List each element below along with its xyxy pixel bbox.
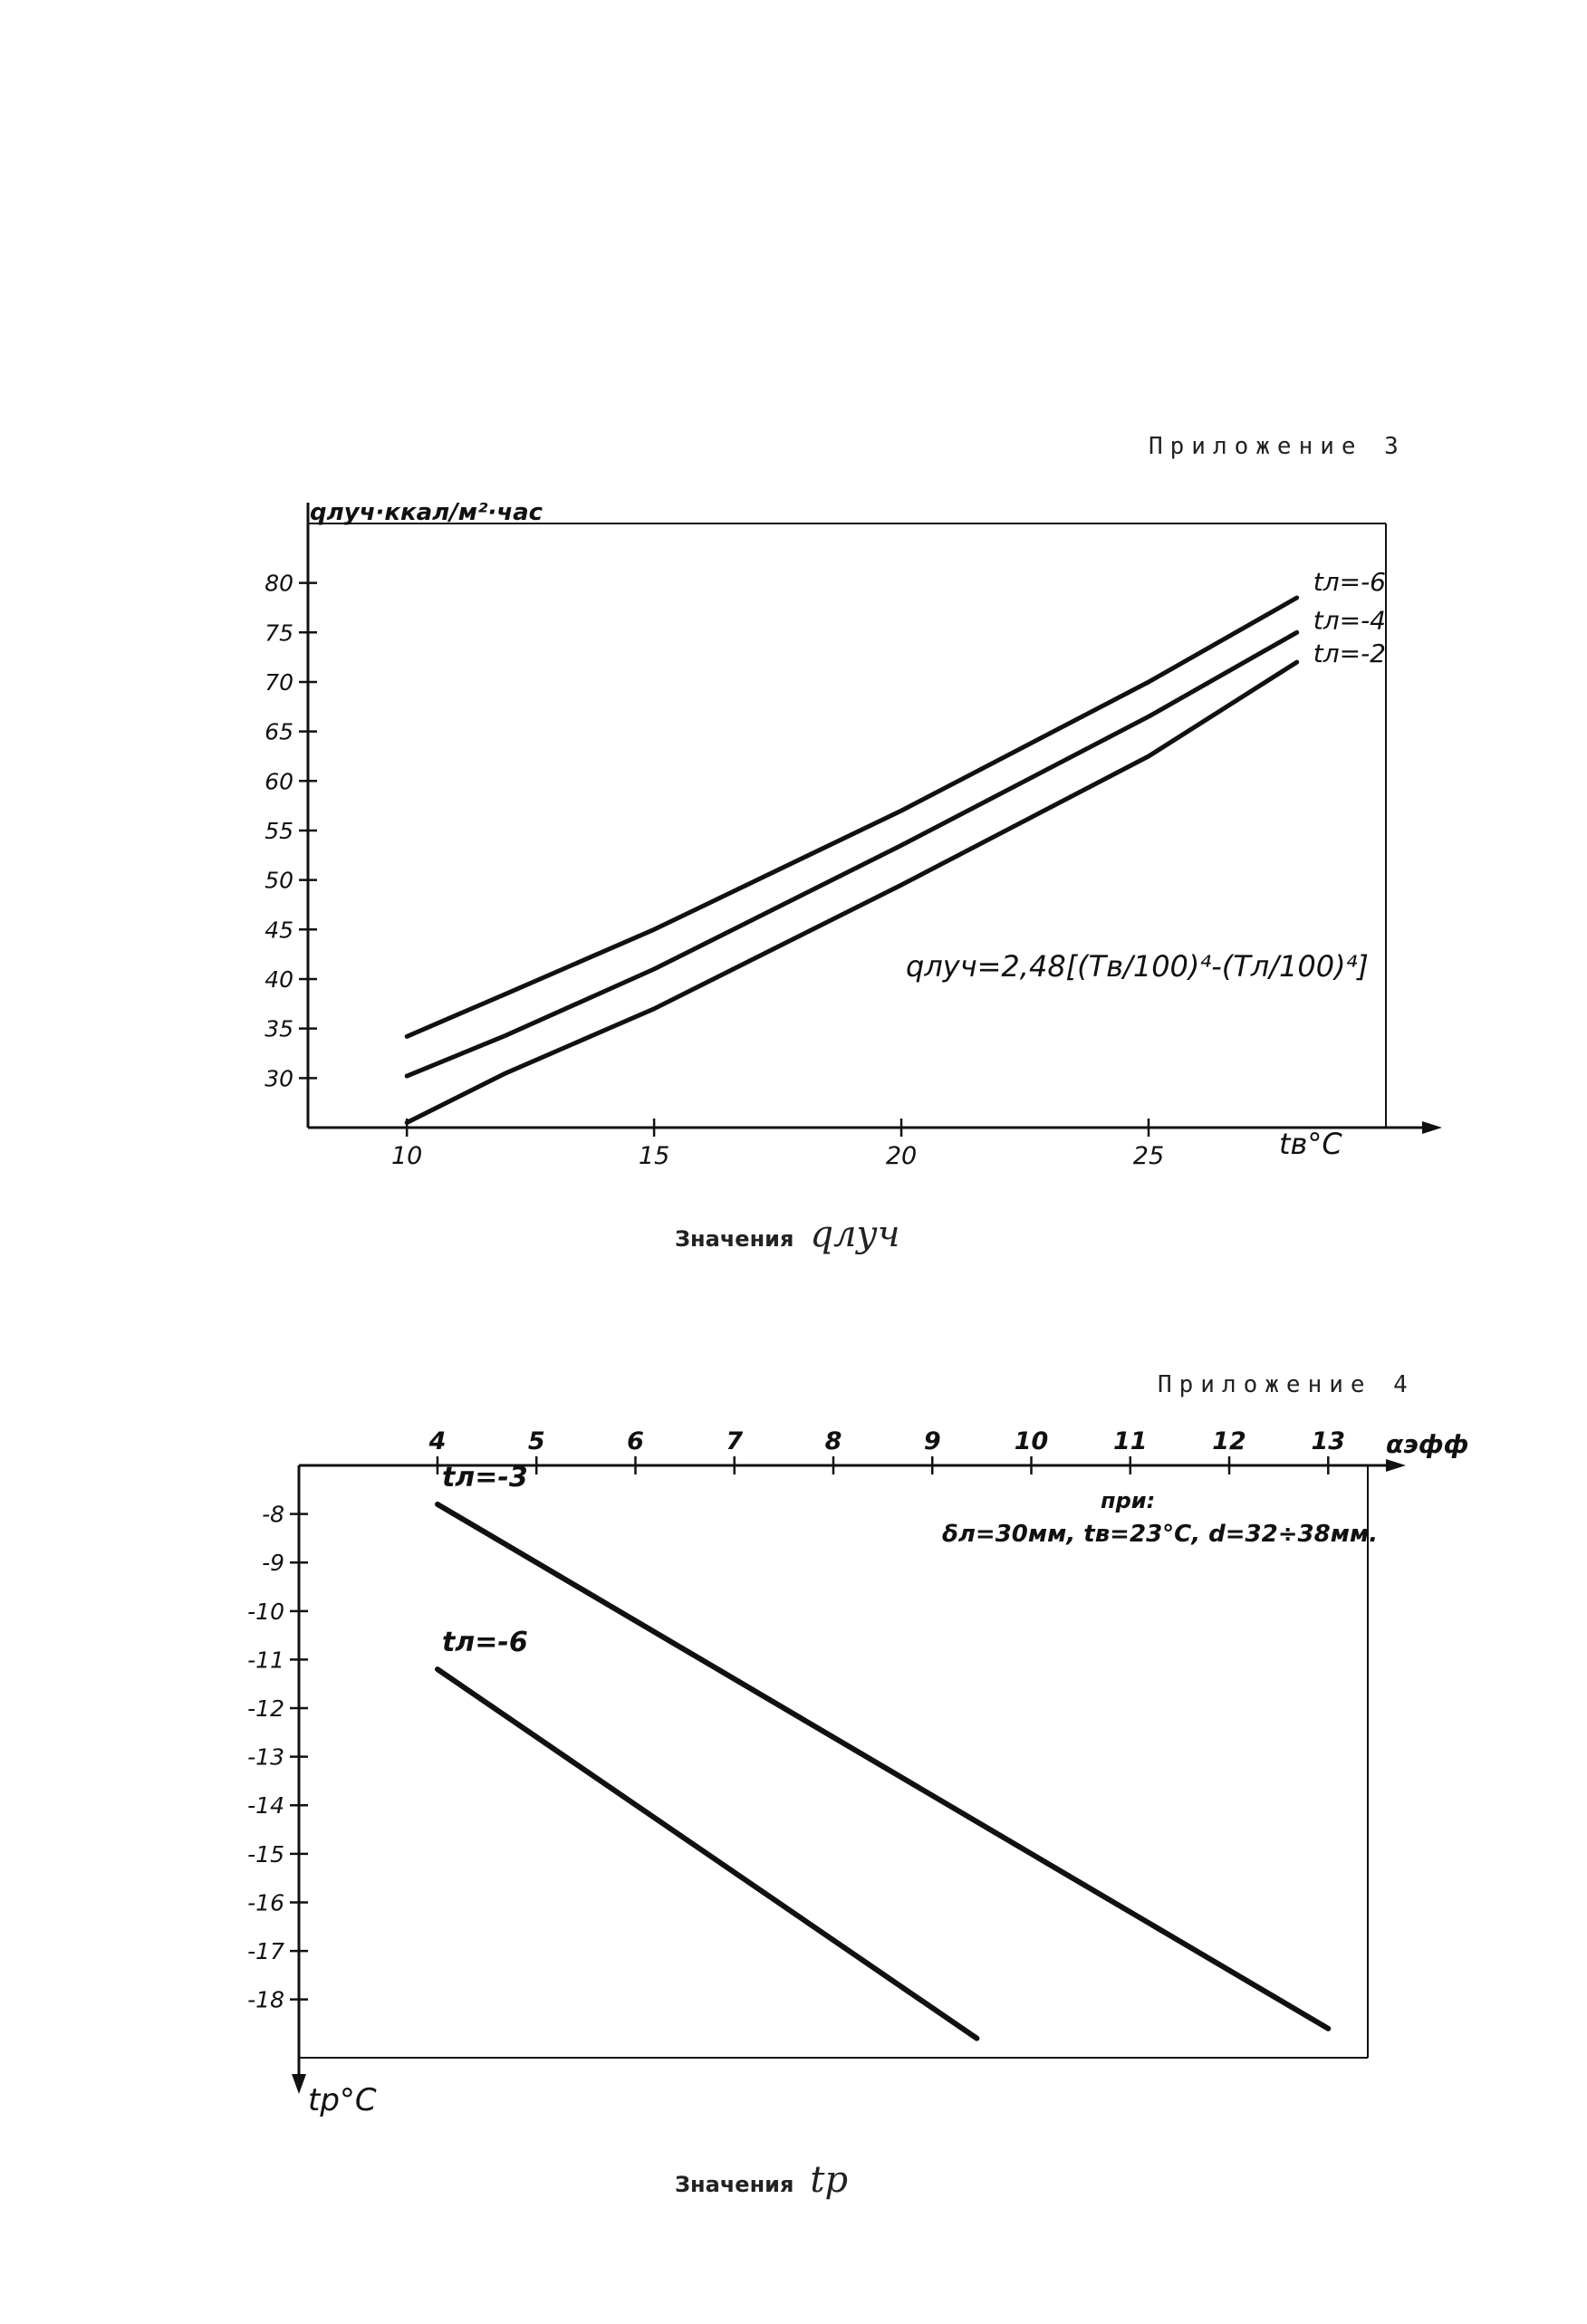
x-tick-label: 5 [527, 1427, 545, 1455]
formula: qлуч=2,48[(Tв/100)⁴-(Tл/100)⁴] [906, 949, 1369, 984]
y-tick-label: 30 [264, 1065, 293, 1092]
y-tick-label: -17 [247, 1938, 284, 1965]
y-tick-label: 45 [264, 917, 293, 944]
y-tick-label: -9 [262, 1550, 284, 1577]
y-tick-label: 65 [264, 718, 293, 745]
appendix-4-label: Приложение 4 [1158, 1371, 1415, 1398]
caption-word: Значения [675, 1226, 794, 1252]
caption-word: Значения [675, 2172, 794, 2197]
x-tick-label: 4 [428, 1427, 447, 1455]
y-axis-label: qлуч·ккал/м²·час [310, 499, 543, 526]
y-tick-label: -16 [247, 1889, 284, 1916]
series-label: tл=-6 [441, 1627, 528, 1659]
note-line-2: δл=30мм, tв=23°C, d=32÷38мм. [942, 1521, 1379, 1548]
y-tick-label: 55 [264, 817, 293, 844]
y-tick-label: -13 [247, 1743, 284, 1771]
note-line-1: при: [1101, 1488, 1156, 1513]
x-tick-label: 10 [1014, 1427, 1049, 1455]
x-axis-arrow [1386, 1459, 1406, 1472]
y-axis-label: tр°C [308, 2082, 377, 2118]
x-tick-label: 15 [638, 1142, 670, 1170]
y-tick-label: 50 [264, 867, 293, 894]
x-tick-label: 6 [627, 1427, 644, 1455]
caption-symbol: qлуч [810, 1214, 900, 1255]
y-tick-label: -8 [262, 1501, 284, 1528]
x-tick-label: 10 [390, 1142, 423, 1170]
series-label: tл=-6 [1313, 567, 1387, 598]
x-tick-label: 25 [1132, 1142, 1165, 1170]
x-tick-label: 7 [726, 1427, 744, 1455]
y-tick-label: 80 [264, 570, 293, 597]
x-tick-label: 20 [885, 1142, 918, 1170]
series-line-1 [438, 1504, 1328, 2029]
x-axis-label: αэфф [1386, 1429, 1469, 1459]
y-tick-label: 60 [264, 768, 293, 795]
series-label: tл=-3 [441, 1461, 528, 1493]
y-tick-label: 75 [264, 619, 293, 647]
y-tick-label: -18 [247, 1986, 284, 2013]
x-tick-label: 8 [824, 1427, 842, 1455]
appendix-3-label: Приложение 3 [1149, 433, 1406, 460]
y-tick-label: 40 [264, 965, 293, 993]
y-tick-label: -15 [247, 1840, 284, 1868]
y-tick-label: 35 [264, 1015, 293, 1042]
series-label: tл=-4 [1313, 605, 1387, 636]
series-label: tл=-2 [1313, 639, 1387, 669]
x-axis-label: tв°C [1279, 1127, 1342, 1161]
x-tick-label: 9 [923, 1427, 941, 1455]
x-tick-label: 13 [1311, 1427, 1346, 1455]
y-tick-label: -12 [247, 1695, 284, 1723]
x-tick-label: 12 [1212, 1427, 1246, 1455]
y-tick-label: 70 [264, 668, 293, 696]
x-tick-label: 11 [1112, 1427, 1148, 1455]
y-tick-label: -11 [247, 1647, 284, 1674]
y-tick-label: -10 [247, 1598, 284, 1625]
y-axis-arrow [292, 2074, 306, 2094]
series-line-2 [438, 1669, 976, 2039]
y-tick-label: -14 [247, 1792, 284, 1820]
caption-symbol: tр [810, 2159, 849, 2201]
